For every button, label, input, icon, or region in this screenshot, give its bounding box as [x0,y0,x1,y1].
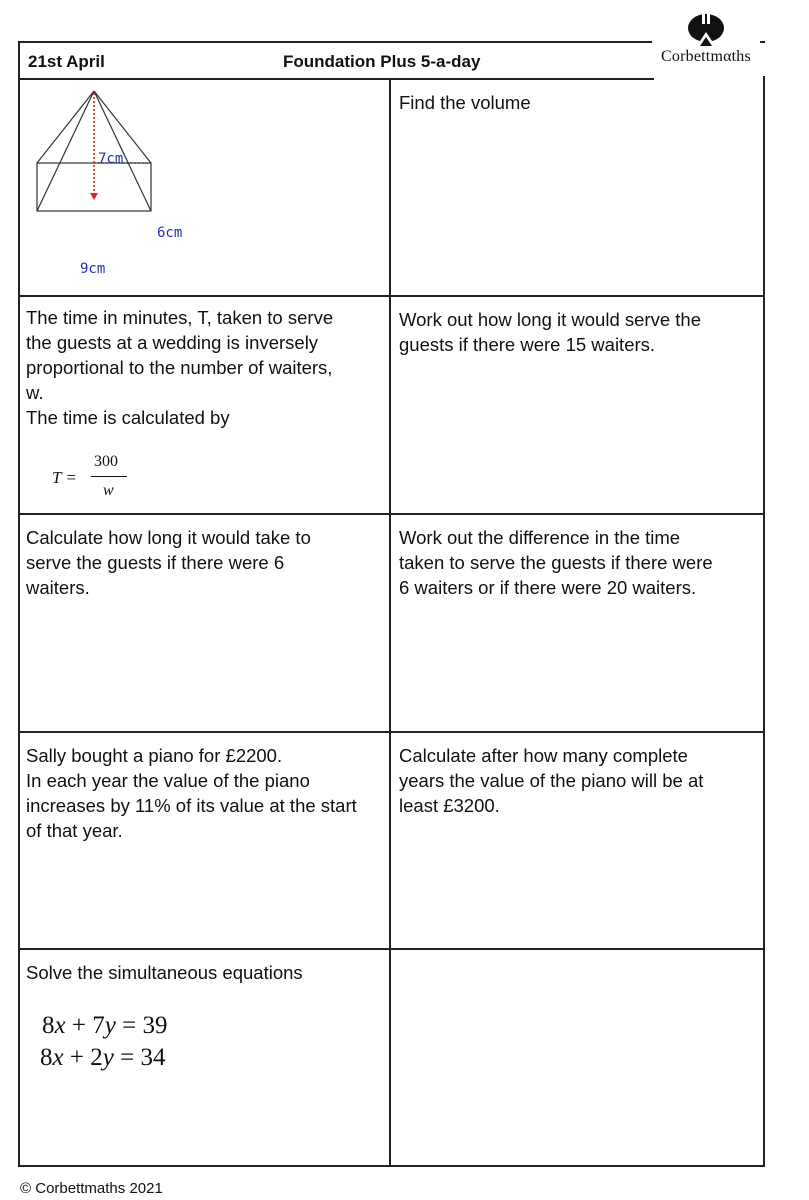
corbettmaths-logo [652,10,760,70]
grid-bottom-border [18,1165,765,1167]
q2-formula-numerator: 300 [94,453,118,470]
q4-left-line: Sally bought a piano for £2200. [26,745,283,766]
q4-left-line: increases by 11% of its value at the start [26,795,357,816]
q2-prompt [399,307,759,357]
pyramid-diagram [18,79,258,294]
q3-right-line: taken to serve the guests if there were [399,552,713,573]
q4-left-line: In each year the value of the piano [26,770,310,791]
copyright-footer [20,1180,163,1197]
corbettmaths-logo-icon [686,10,726,48]
width-label: 6cm [157,225,183,241]
eq2-constant: 34 [140,1044,166,1071]
q3-left-line: serve the guests if there were 6 [26,552,285,573]
copyright-text: Corbettmaths 2021 [35,1180,163,1197]
q2-text [26,305,386,430]
q2-text-line: the guests at a wedding is inversely [26,332,319,353]
q4-right-line: Calculate after how many complete [399,745,688,766]
q2-text-line: w. [26,382,44,403]
grid-row-border-1 [18,295,765,297]
height-arrow-head [90,193,98,200]
eq2-x-coefficient: 8 [40,1044,53,1071]
q4-right-text [399,743,759,818]
grid-row-border-4 [18,948,765,950]
grid-middle-divider [389,78,391,1167]
q2-prompt-line: Work out how long it would serve the [399,309,701,330]
q5-prompt: Solve the simultaneous equations [26,962,303,983]
equation-1: 8x + 7y = 39 [42,1012,168,1039]
q2-fraction-bar [91,476,127,477]
copyright-icon: © [20,1180,32,1197]
q2-text-line: proportional to the number of waiters, [26,357,333,378]
pyramid-edge [37,91,94,211]
height-label: 7cm [98,151,124,167]
q2-text-line: The time in minutes, T, taken to serve [26,307,334,328]
q4-right-line: years the value of the piano will be at [399,770,704,791]
q2-formula-lhs: T = [52,468,77,487]
q3-right-line: Work out the difference in the time [399,527,681,548]
q2-prompt-line: guests if there were 15 waiters. [399,334,656,355]
length-label: 9cm [80,261,106,277]
date-label: 21st April [28,52,105,71]
q3-left-line: Calculate how long it would take to [26,527,311,548]
grid-row-border-2 [18,513,765,515]
q1-prompt: Find the volume [399,92,531,113]
q4-right-line: least £3200. [399,795,500,816]
q3-right-text [399,525,759,600]
corbettmaths-logo-text: Corbettmαths [661,48,751,65]
q2-formula-denominator: w [103,482,114,499]
eq1-constant: 39 [142,1012,168,1039]
q3-left-line: waiters. [26,577,90,598]
eq2-y-coefficient: 2 [90,1044,103,1071]
worksheet-title: Foundation Plus 5-a-day [283,52,481,71]
q3-left-text [26,525,386,600]
grid-row-border-3 [18,731,765,733]
q2-text-line: The time is calculated by [26,407,230,428]
worksheet [18,41,765,1167]
q3-right-line: 6 waiters or if there were 20 waiters. [399,577,697,598]
grid-right-border [763,76,765,1167]
q4-left-text [26,743,388,843]
eq1-x-coefficient: 8 [42,1012,55,1039]
eq1-y-coefficient: 7 [92,1012,105,1039]
equation-2: 8x + 2y = 34 [40,1044,166,1071]
q4-left-line: of that year. [26,820,123,841]
